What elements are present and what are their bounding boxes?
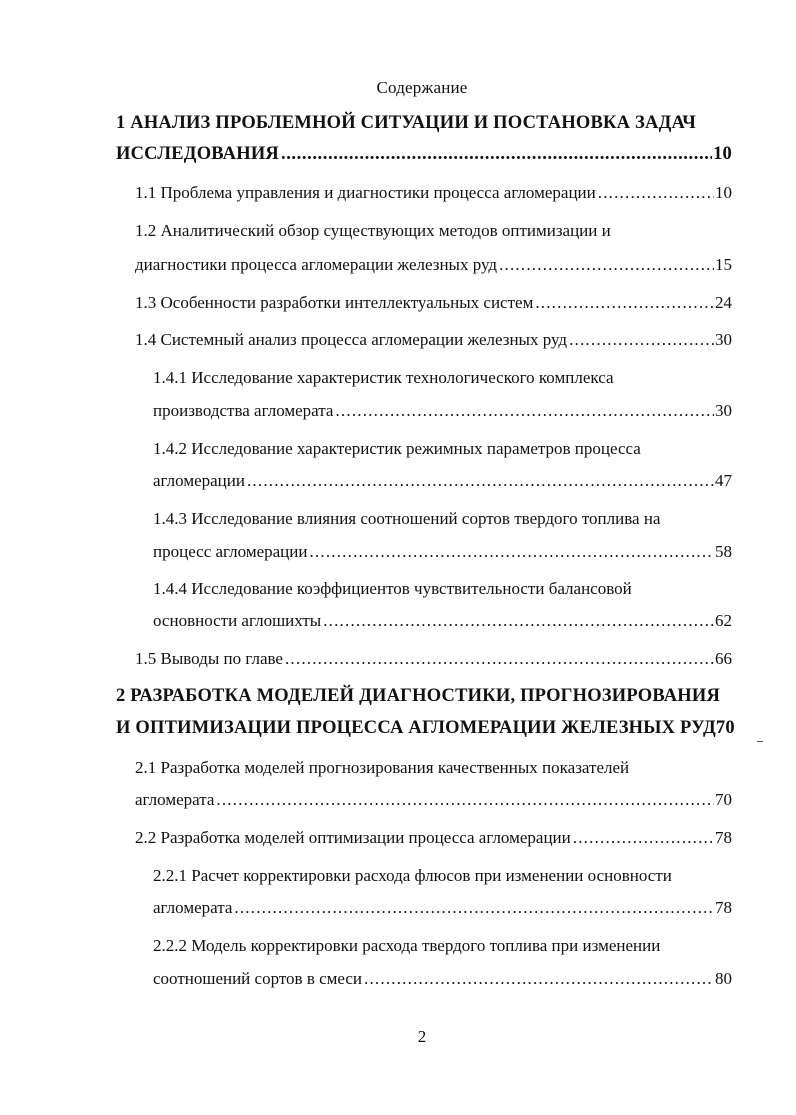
toc-page-number: 78	[715, 828, 732, 847]
toc-page-number: 78	[715, 898, 732, 917]
toc-entry-1-4-4-line-1: 1.4.4 Исследование коэффициентов чувствительности балансовой	[153, 579, 632, 598]
toc-chapter-1-line-2: ИССЛЕДОВАНИЯ ..... 10	[116, 142, 732, 166]
toc-entry-1-4-1-line-2: производства агломерата ..... 30	[153, 399, 732, 423]
toc-entry-2-1-line-2: агломерата ..... 70	[135, 788, 732, 812]
toc-page-number: 30	[715, 330, 732, 349]
toc-page-number: 10	[715, 183, 732, 202]
leader-dots	[216, 788, 714, 812]
leader-dots	[247, 469, 714, 493]
toc-page-number: 30	[715, 401, 732, 420]
toc-title: Содержание	[376, 78, 468, 97]
toc-entry-2-2-2-line-2: соотношений сортов в смеси ..... 80	[153, 967, 732, 991]
leader-dots	[598, 181, 714, 205]
toc-entry-1-4-1-line-1: 1.4.1 Исследование характеристик технологического комплекса	[153, 368, 614, 387]
toc-entry-1-4-3-line-1: 1.4.3 Исследование влияния соотношений сортов твердого топлива на	[153, 509, 661, 528]
leader-dots	[285, 647, 714, 671]
leader-dots	[535, 291, 714, 315]
toc-entry-1-1: 1.1 Проблема управления и диагностики процесса агломерации ..... 10	[135, 181, 732, 205]
toc-page-number: 10	[713, 144, 732, 164]
toc-page-number: 62	[715, 611, 732, 630]
toc-page-number: 80	[715, 969, 732, 988]
toc-page-number: 66	[715, 649, 732, 668]
toc-entry-1-4: 1.4 Системный анализ процесса агломерации железных руд ..... 30	[135, 328, 732, 352]
toc-entry-2-2-2-line-1: 2.2.2 Модель корректировки расхода твердого топлива при изменении	[153, 936, 661, 955]
toc-entry-1-4-3-line-2: процесс агломерации ..... 58	[153, 540, 732, 564]
toc-entry-1-2-line-1: 1.2 Аналитический обзор существующих методов оптимизации и	[135, 221, 611, 240]
toc-entry-2-1-line-1: 2.1 Разработка моделей прогнозирования качественных показателей	[135, 758, 630, 777]
leader-dots	[234, 896, 714, 920]
toc-entry-2-2-1-line-2: агломерата ..... 78	[153, 896, 732, 920]
leader-dots	[499, 253, 714, 277]
toc-page-number: 15	[715, 255, 732, 274]
leader-dots	[323, 609, 714, 633]
leader-dots	[364, 967, 714, 991]
toc-page-number: 24	[715, 293, 732, 312]
toc-entry-1-4-2-line-1: 1.4.2 Исследование характеристик режимных параметров процесса	[153, 439, 641, 458]
toc-entry-1-5: 1.5 Выводы по главе ..... 66	[135, 647, 732, 671]
toc-page-number: 70	[715, 718, 735, 738]
margin-mark	[757, 741, 763, 742]
toc-entry-1-3: 1.3 Особенности разработки интеллектуальных систем ..... 24	[135, 291, 732, 315]
toc-entry-1-2-line-2: диагностики процесса агломерации железных руд ..... 15	[135, 253, 732, 277]
toc-page-number: 58	[715, 542, 732, 561]
page-number: 2	[417, 1027, 427, 1046]
toc-entry-1-4-4-line-2: основности аглошихты ..... 62	[153, 609, 732, 633]
toc-page-number: 47	[715, 471, 732, 490]
leader-dots	[569, 328, 714, 352]
leader-dots	[309, 540, 714, 564]
leader-dots	[335, 399, 714, 423]
toc-chapter-2-line-2: И ОПТИМИЗАЦИИ ПРОЦЕССА АГЛОМЕРАЦИИ ЖЕЛЕЗНЫХ РУД 70	[116, 718, 735, 738]
leader-dots	[573, 826, 714, 850]
toc-chapter-1-line-1: 1 АНАЛИЗ ПРОБЛЕМНОЙ СИТУАЦИИ И ПОСТАНОВКА ЗАДАЧ	[116, 113, 697, 133]
toc-page-number: 70	[715, 790, 732, 809]
toc-chapter-2-line-1: 2 РАЗРАБОТКА МОДЕЛЕЙ ДИАГНОСТИКИ, ПРОГНОЗИРОВАНИЯ	[116, 686, 721, 706]
toc-entry-2-2: 2.2 Разработка моделей оптимизации процесса агломерации ..... 78	[135, 826, 732, 850]
leader-dots	[281, 142, 712, 166]
toc-entry-1-4-2-line-2: агломерации ..... 47	[153, 469, 732, 493]
toc-entry-2-2-1-line-1: 2.2.1 Расчет корректировки расхода флюсов при изменении основности	[153, 866, 672, 885]
